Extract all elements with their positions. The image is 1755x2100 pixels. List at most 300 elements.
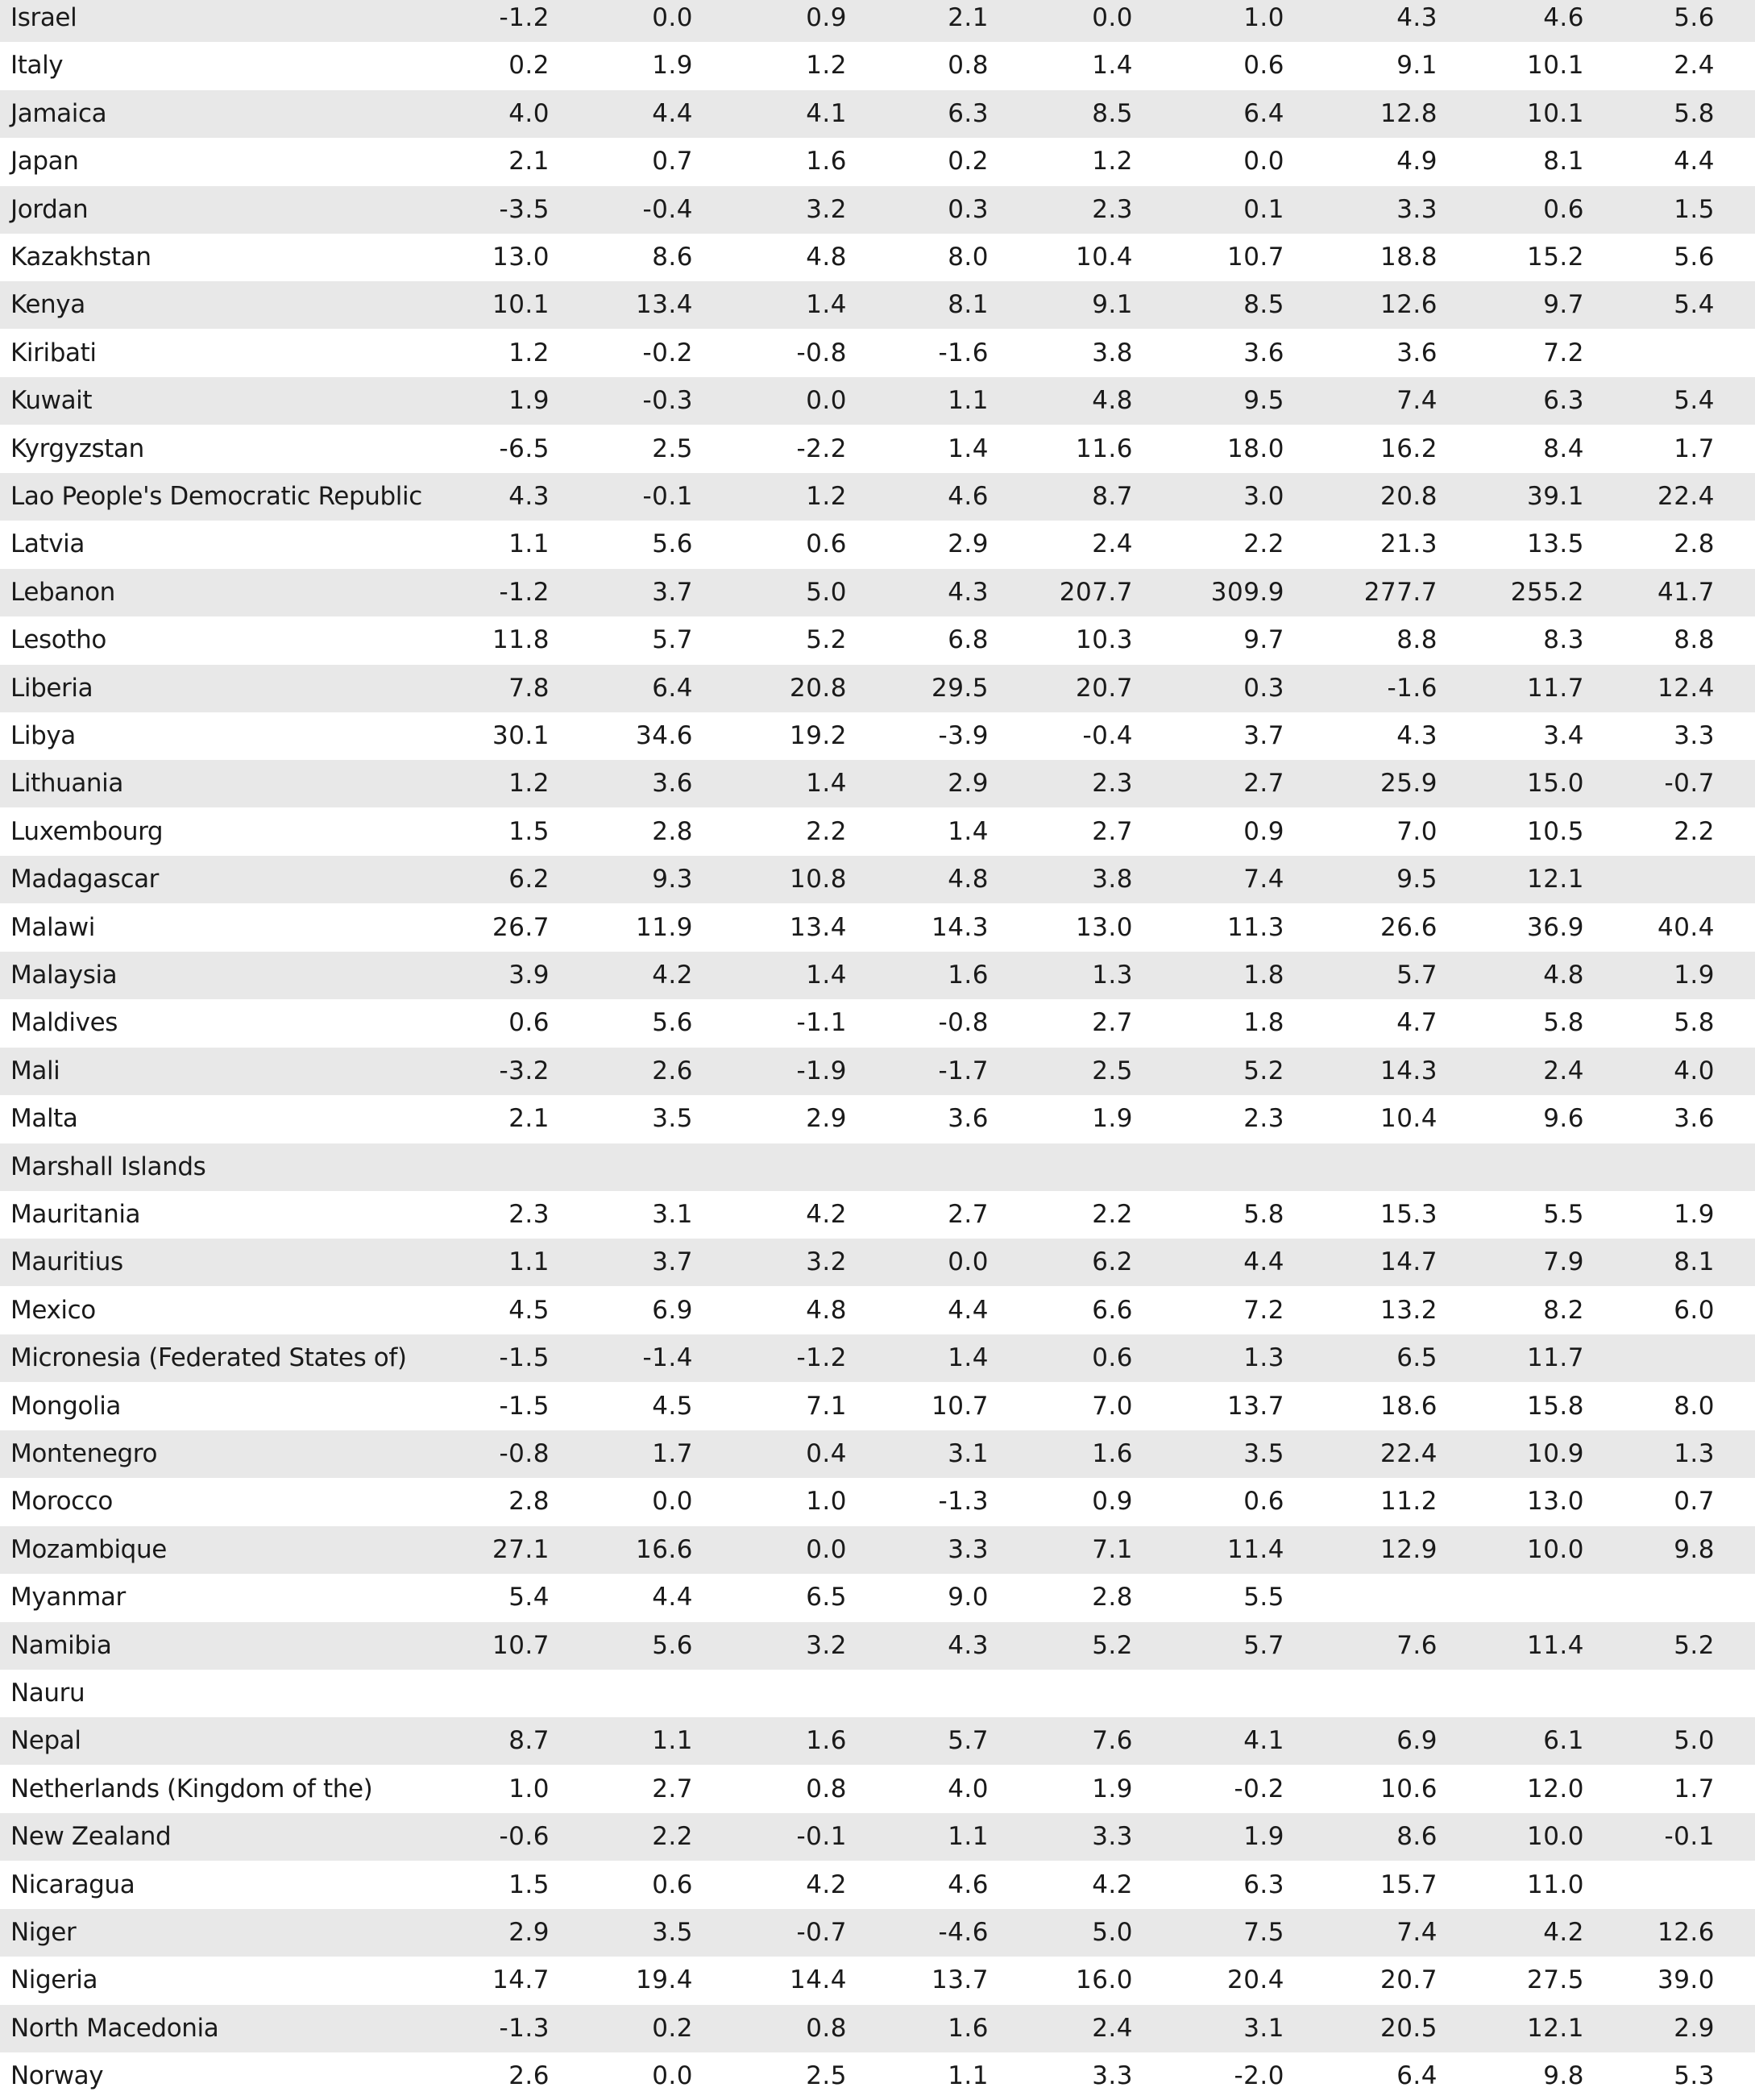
- country-name: Jordan: [10, 194, 89, 224]
- value-cell-col-3: 1.2: [806, 51, 847, 81]
- country-name: Japan: [10, 147, 79, 176]
- value-cell-col-1: 2.1: [508, 1104, 550, 1134]
- value-cell-col-2: 3.7: [652, 1247, 693, 1277]
- value-cell-col-2: 0.0: [652, 2061, 693, 2091]
- value-cell-col-4: 4.6: [948, 1870, 989, 1899]
- country-name: Lesotho: [10, 625, 106, 655]
- value-cell-col-4: 0.8: [948, 51, 989, 81]
- value-cell-col-4: 1.4: [948, 816, 989, 846]
- value-cell-col-9: 40.4: [1657, 912, 1715, 942]
- value-cell-col-9: 2.4: [1674, 51, 1715, 81]
- value-cell-col-9: 5.4: [1674, 290, 1715, 320]
- value-cell-col-2: 0.0: [652, 3, 693, 32]
- table-row: [0, 90, 1755, 138]
- value-cell-col-1: -1.5: [499, 1343, 550, 1373]
- value-cell-col-8: 10.1: [1526, 98, 1584, 128]
- value-cell-col-2: 5.6: [652, 1008, 693, 1038]
- value-cell-col-9: 5.2: [1674, 1630, 1715, 1660]
- value-cell-col-9: 5.8: [1674, 1008, 1715, 1038]
- value-cell-col-8: 4.8: [1543, 961, 1584, 990]
- value-cell-col-8: 10.9: [1526, 1439, 1584, 1468]
- value-cell-col-9: 1.5: [1674, 194, 1715, 224]
- value-cell-col-3: 1.2: [806, 482, 847, 511]
- value-cell-col-5: 6.6: [1092, 1295, 1133, 1325]
- value-cell-col-5: 2.7: [1092, 1008, 1133, 1038]
- value-cell-col-7: 6.5: [1396, 1343, 1438, 1373]
- value-cell-col-7: 8.6: [1396, 1822, 1438, 1852]
- value-cell-col-4: 4.8: [948, 865, 989, 894]
- value-cell-col-6: 9.5: [1243, 386, 1284, 416]
- value-cell-col-2: 4.4: [652, 1583, 693, 1612]
- value-cell-col-3: 1.6: [806, 147, 847, 176]
- value-cell-col-3: 5.2: [806, 625, 847, 655]
- value-cell-col-4: 1.1: [948, 386, 989, 416]
- value-cell-col-9: 5.6: [1674, 3, 1715, 32]
- value-cell-col-1: 10.7: [492, 1630, 550, 1660]
- value-cell-col-3: 14.4: [789, 1965, 847, 1995]
- value-cell-col-9: -0.1: [1664, 1822, 1715, 1852]
- value-cell-col-6: 0.9: [1243, 816, 1284, 846]
- value-cell-col-5: 1.9: [1092, 1104, 1133, 1134]
- value-cell-col-6: 1.0: [1243, 3, 1284, 32]
- value-cell-col-3: 20.8: [789, 673, 847, 703]
- value-cell-col-7: 20.7: [1380, 1965, 1438, 1995]
- table-row: [0, 281, 1755, 329]
- value-cell-col-2: 2.6: [652, 1056, 693, 1085]
- value-cell-col-3: 0.6: [806, 529, 847, 559]
- value-cell-col-3: 3.2: [806, 1247, 847, 1277]
- country-name: Mauritius: [10, 1247, 123, 1277]
- country-name: Malta: [10, 1104, 78, 1134]
- table-row: [0, 1143, 1755, 1191]
- table-row: [0, 1334, 1755, 1382]
- value-cell-col-4: 2.7: [948, 1200, 989, 1229]
- value-cell-col-1: 1.9: [508, 386, 550, 416]
- value-cell-col-5: 4.2: [1092, 1870, 1133, 1899]
- value-cell-col-5: 20.7: [1075, 673, 1133, 703]
- value-cell-col-8: 12.1: [1526, 2013, 1584, 2043]
- value-cell-col-8: 15.0: [1526, 769, 1584, 799]
- value-cell-col-6: 7.4: [1243, 865, 1284, 894]
- table-row: [0, 712, 1755, 760]
- value-cell-col-2: 11.9: [635, 912, 693, 942]
- value-cell-col-4: 10.7: [931, 1391, 989, 1421]
- table-row: [0, 425, 1755, 473]
- value-cell-col-2: 16.6: [635, 1534, 693, 1564]
- value-cell-col-4: 2.9: [948, 529, 989, 559]
- value-cell-col-2: 5.6: [652, 529, 693, 559]
- value-cell-col-4: 6.8: [948, 625, 989, 655]
- value-cell-col-2: -1.4: [642, 1343, 693, 1373]
- value-cell-col-9: 1.7: [1674, 1774, 1715, 1803]
- value-cell-col-2: 5.7: [652, 625, 693, 655]
- value-cell-col-6: 6.3: [1243, 1870, 1284, 1899]
- value-cell-col-3: 7.1: [806, 1391, 847, 1421]
- value-cell-col-3: 6.5: [806, 1583, 847, 1612]
- table-row: [0, 1813, 1755, 1861]
- value-cell-col-8: 11.0: [1526, 1870, 1584, 1899]
- table-row: [0, 1239, 1755, 1286]
- value-cell-col-7: -1.6: [1387, 673, 1438, 703]
- value-cell-col-5: 3.8: [1092, 865, 1133, 894]
- table-row: [0, 1957, 1755, 2004]
- country-name: Mexico: [10, 1295, 96, 1325]
- value-cell-col-8: 255.2: [1510, 577, 1584, 607]
- value-cell-col-3: 13.4: [789, 912, 847, 942]
- value-cell-col-9: 41.7: [1657, 577, 1715, 607]
- country-name: Netherlands (Kingdom of the): [10, 1774, 373, 1803]
- value-cell-col-2: -0.2: [642, 338, 693, 367]
- value-cell-col-9: 2.8: [1674, 529, 1715, 559]
- value-cell-col-5: 1.9: [1092, 1774, 1133, 1803]
- value-cell-col-2: 4.4: [652, 98, 693, 128]
- value-cell-col-7: 20.8: [1380, 482, 1438, 511]
- value-cell-col-6: 5.8: [1243, 1200, 1284, 1229]
- value-cell-col-1: 1.0: [508, 1774, 550, 1803]
- value-cell-col-2: 2.2: [652, 1822, 693, 1852]
- value-cell-col-8: 6.3: [1543, 386, 1584, 416]
- country-name: Montenegro: [10, 1439, 158, 1468]
- value-cell-col-6: 11.4: [1226, 1534, 1284, 1564]
- value-cell-col-1: 10.1: [492, 290, 550, 320]
- country-name: Kazakhstan: [10, 243, 151, 272]
- value-cell-col-4: 8.1: [948, 290, 989, 320]
- value-cell-col-6: 7.2: [1243, 1295, 1284, 1325]
- value-cell-col-4: 2.1: [948, 3, 989, 32]
- table-row: [0, 2052, 1755, 2100]
- value-cell-col-6: 4.4: [1243, 1247, 1284, 1277]
- value-cell-col-4: -4.6: [938, 1918, 989, 1947]
- table-row: [0, 521, 1755, 568]
- country-name: Maldives: [10, 1008, 118, 1038]
- value-cell-col-8: 9.8: [1543, 2061, 1584, 2091]
- value-cell-col-1: -6.5: [499, 434, 550, 463]
- value-cell-col-9: 0.7: [1674, 1487, 1715, 1517]
- value-cell-col-6: 1.8: [1243, 1008, 1284, 1038]
- value-cell-col-7: 7.4: [1396, 1918, 1438, 1947]
- value-cell-col-7: 13.2: [1380, 1295, 1438, 1325]
- value-cell-col-1: 26.7: [492, 912, 550, 942]
- table-row: [0, 1526, 1755, 1574]
- value-cell-col-5: 2.3: [1092, 769, 1133, 799]
- value-cell-col-2: 5.6: [652, 1630, 693, 1660]
- value-cell-col-7: 16.2: [1380, 434, 1438, 463]
- table-row: [0, 952, 1755, 999]
- country-name: Micronesia (Federated States of): [10, 1343, 407, 1373]
- value-cell-col-2: 0.0: [652, 1487, 693, 1517]
- table-row: [0, 616, 1755, 664]
- value-cell-col-4: 4.3: [948, 1630, 989, 1660]
- value-cell-col-6: 10.7: [1226, 243, 1284, 272]
- value-cell-col-3: -1.1: [796, 1008, 847, 1038]
- value-cell-col-2: 6.4: [652, 673, 693, 703]
- value-cell-col-7: 3.3: [1396, 194, 1438, 224]
- value-cell-col-7: 22.4: [1380, 1439, 1438, 1468]
- value-cell-col-5: 0.0: [1092, 3, 1133, 32]
- value-cell-col-5: 10.3: [1075, 625, 1133, 655]
- value-cell-col-3: 2.2: [806, 816, 847, 846]
- country-name: Kiribati: [10, 338, 97, 367]
- value-cell-col-1: -0.6: [499, 1822, 550, 1852]
- value-cell-col-6: 8.5: [1243, 290, 1284, 320]
- value-cell-col-5: 8.7: [1092, 482, 1133, 511]
- table-row: [0, 1670, 1755, 1717]
- value-cell-col-5: 207.7: [1059, 577, 1133, 607]
- value-cell-col-3: 4.8: [806, 1295, 847, 1325]
- value-cell-col-1: 27.1: [492, 1534, 550, 1564]
- value-cell-col-7: 21.3: [1380, 529, 1438, 559]
- value-cell-col-6: 3.6: [1243, 338, 1284, 367]
- value-cell-col-5: 8.5: [1092, 98, 1133, 128]
- country-name: Myanmar: [10, 1583, 126, 1612]
- value-cell-col-5: 2.3: [1092, 194, 1133, 224]
- value-cell-col-8: 2.4: [1543, 1056, 1584, 1085]
- value-cell-col-3: 0.8: [806, 1774, 847, 1803]
- value-cell-col-5: 3.3: [1092, 2061, 1133, 2091]
- value-cell-col-1: 2.8: [508, 1487, 550, 1517]
- value-cell-col-8: 8.1: [1543, 147, 1584, 176]
- table-row: [0, 904, 1755, 952]
- value-cell-col-9: 5.8: [1674, 98, 1715, 128]
- value-cell-col-9: 1.7: [1674, 434, 1715, 463]
- country-name: Nepal: [10, 1726, 81, 1756]
- value-cell-col-4: -1.6: [938, 338, 989, 367]
- value-cell-col-3: -0.7: [796, 1918, 847, 1947]
- value-cell-col-7: 9.5: [1396, 865, 1438, 894]
- value-cell-col-1: 2.3: [508, 1200, 550, 1229]
- value-cell-col-9: -0.7: [1664, 769, 1715, 799]
- value-cell-col-6: 0.0: [1243, 147, 1284, 176]
- value-cell-col-8: 10.0: [1526, 1534, 1584, 1564]
- value-cell-col-4: 2.9: [948, 769, 989, 799]
- value-cell-col-1: 1.2: [508, 769, 550, 799]
- value-cell-col-2: 0.6: [652, 1870, 693, 1899]
- value-cell-col-6: 1.8: [1243, 961, 1284, 990]
- value-cell-col-5: 1.3: [1092, 961, 1133, 990]
- value-cell-col-1: 0.6: [508, 1008, 550, 1038]
- value-cell-col-7: 25.9: [1380, 769, 1438, 799]
- table-row: [0, 1574, 1755, 1621]
- value-cell-col-8: 5.8: [1543, 1008, 1584, 1038]
- value-cell-col-1: -1.5: [499, 1391, 550, 1421]
- country-name: Niger: [10, 1918, 77, 1947]
- value-cell-col-4: 4.3: [948, 577, 989, 607]
- value-cell-col-4: 3.6: [948, 1104, 989, 1134]
- value-cell-col-3: 1.4: [806, 769, 847, 799]
- value-cell-col-4: 6.3: [948, 98, 989, 128]
- value-cell-col-7: 12.8: [1380, 98, 1438, 128]
- value-cell-col-3: -0.1: [796, 1822, 847, 1852]
- value-cell-col-6: 3.1: [1243, 2013, 1284, 2043]
- value-cell-col-6: 5.7: [1243, 1630, 1284, 1660]
- value-cell-col-7: 3.6: [1396, 338, 1438, 367]
- table-row: [0, 2005, 1755, 2052]
- value-cell-col-8: 15.2: [1526, 243, 1584, 272]
- value-cell-col-2: 3.1: [652, 1200, 693, 1229]
- value-cell-col-3: -1.2: [796, 1343, 847, 1373]
- value-cell-col-4: -1.7: [938, 1056, 989, 1085]
- country-name: Mongolia: [10, 1391, 122, 1421]
- value-cell-col-8: 5.5: [1543, 1200, 1584, 1229]
- value-cell-col-5: 2.5: [1092, 1056, 1133, 1085]
- value-cell-col-9: 8.0: [1674, 1391, 1715, 1421]
- table-row: [0, 665, 1755, 712]
- country-name: Namibia: [10, 1630, 112, 1660]
- value-cell-col-5: 1.4: [1092, 51, 1133, 81]
- value-cell-col-3: 3.2: [806, 1630, 847, 1660]
- value-cell-col-8: 11.7: [1526, 673, 1584, 703]
- value-cell-col-2: 8.6: [652, 243, 693, 272]
- value-cell-col-1: -3.2: [499, 1056, 550, 1085]
- value-cell-col-7: 8.8: [1396, 625, 1438, 655]
- value-cell-col-4: 3.1: [948, 1439, 989, 1468]
- value-cell-col-6: 3.5: [1243, 1439, 1284, 1468]
- value-cell-col-1: 13.0: [492, 243, 550, 272]
- value-cell-col-6: 2.3: [1243, 1104, 1284, 1134]
- value-cell-col-3: -1.9: [796, 1056, 847, 1085]
- value-cell-col-4: 8.0: [948, 243, 989, 272]
- value-cell-col-4: 5.7: [948, 1726, 989, 1756]
- value-cell-col-1: 3.9: [508, 961, 550, 990]
- table-row: [0, 1861, 1755, 1909]
- country-name: Nicaragua: [10, 1870, 135, 1899]
- country-name: Lithuania: [10, 769, 123, 799]
- value-cell-col-3: 0.0: [806, 1534, 847, 1564]
- value-cell-col-5: 3.8: [1092, 338, 1133, 367]
- value-cell-col-6: -2.0: [1234, 2061, 1284, 2091]
- value-cell-col-9: 9.8: [1674, 1534, 1715, 1564]
- value-cell-col-7: 9.1: [1396, 51, 1438, 81]
- table-row: [0, 186, 1755, 234]
- value-cell-col-1: -1.2: [499, 3, 550, 32]
- value-cell-col-1: 4.0: [508, 98, 550, 128]
- value-cell-col-3: 4.2: [806, 1200, 847, 1229]
- value-cell-col-9: 12.6: [1657, 1918, 1715, 1947]
- value-cell-col-8: 6.1: [1543, 1726, 1584, 1756]
- value-cell-col-6: 0.6: [1243, 51, 1284, 81]
- value-cell-col-4: -0.8: [938, 1008, 989, 1038]
- value-cell-col-7: 5.7: [1396, 961, 1438, 990]
- value-cell-col-2: 1.7: [652, 1439, 693, 1468]
- country-name: Malaysia: [10, 961, 118, 990]
- value-cell-col-3: 0.9: [806, 3, 847, 32]
- value-cell-col-7: 18.6: [1380, 1391, 1438, 1421]
- value-cell-col-7: 11.2: [1380, 1487, 1438, 1517]
- value-cell-col-6: 0.1: [1243, 194, 1284, 224]
- country-name: Nauru: [10, 1679, 85, 1708]
- table-row: [0, 1766, 1755, 1813]
- value-cell-col-9: 1.9: [1674, 961, 1715, 990]
- value-cell-col-5: 7.1: [1092, 1534, 1133, 1564]
- value-cell-col-4: 13.7: [931, 1965, 989, 1995]
- value-cell-col-7: 14.3: [1380, 1056, 1438, 1085]
- value-cell-col-4: 4.6: [948, 482, 989, 511]
- value-cell-col-2: 4.2: [652, 961, 693, 990]
- value-cell-col-2: 1.1: [652, 1726, 693, 1756]
- value-cell-col-7: 12.9: [1380, 1534, 1438, 1564]
- value-cell-col-4: -1.3: [938, 1487, 989, 1517]
- value-cell-col-5: 0.9: [1092, 1487, 1133, 1517]
- value-cell-col-3: 0.4: [806, 1439, 847, 1468]
- value-cell-col-3: 3.2: [806, 194, 847, 224]
- value-cell-col-6: -0.2: [1234, 1774, 1284, 1803]
- table-row: [0, 856, 1755, 903]
- country-name: Mali: [10, 1056, 60, 1085]
- value-cell-col-3: 2.9: [806, 1104, 847, 1134]
- value-cell-col-2: 1.9: [652, 51, 693, 81]
- value-cell-col-6: 5.5: [1243, 1583, 1284, 1612]
- value-cell-col-8: 15.8: [1526, 1391, 1584, 1421]
- value-cell-col-5: -0.4: [1082, 721, 1133, 750]
- value-cell-col-4: 0.3: [948, 194, 989, 224]
- table-row: [0, 1383, 1755, 1430]
- value-cell-col-1: 5.4: [508, 1583, 550, 1612]
- value-cell-col-9: 8.8: [1674, 625, 1715, 655]
- value-cell-col-7: 7.6: [1396, 1630, 1438, 1660]
- table-row: [0, 1430, 1755, 1478]
- country-name: Luxembourg: [10, 816, 164, 846]
- value-cell-col-5: 2.8: [1092, 1583, 1133, 1612]
- value-cell-col-1: -0.8: [499, 1439, 550, 1468]
- value-cell-col-9: 22.4: [1657, 482, 1715, 511]
- value-cell-col-8: 27.5: [1526, 1965, 1584, 1995]
- value-cell-col-8: 0.6: [1543, 194, 1584, 224]
- table-row: [0, 42, 1755, 89]
- value-cell-col-3: 1.0: [806, 1487, 847, 1517]
- country-name: Nigeria: [10, 1965, 98, 1995]
- value-cell-col-1: 30.1: [492, 721, 550, 750]
- value-cell-col-5: 0.6: [1092, 1343, 1133, 1373]
- value-cell-col-3: 4.2: [806, 1870, 847, 1899]
- value-cell-col-3: 4.8: [806, 243, 847, 272]
- value-cell-col-5: 11.6: [1075, 434, 1133, 463]
- table-row: [0, 1717, 1755, 1765]
- value-cell-col-3: 2.5: [806, 2061, 847, 2091]
- country-name: New Zealand: [10, 1822, 172, 1852]
- value-cell-col-8: 4.6: [1543, 3, 1584, 32]
- value-cell-col-2: 2.8: [652, 816, 693, 846]
- value-cell-col-3: 10.8: [789, 865, 847, 894]
- table-row: [0, 330, 1755, 377]
- value-cell-col-1: 1.2: [508, 338, 550, 367]
- value-cell-col-4: 4.4: [948, 1295, 989, 1325]
- value-cell-col-4: 1.6: [948, 2013, 989, 2043]
- value-cell-col-2: -0.3: [642, 386, 693, 416]
- country-name: Lebanon: [10, 577, 115, 607]
- value-cell-col-7: 15.7: [1380, 1870, 1438, 1899]
- value-cell-col-8: 10.1: [1526, 51, 1584, 81]
- value-cell-col-1: 1.1: [508, 1247, 550, 1277]
- value-cell-col-2: 3.6: [652, 769, 693, 799]
- country-name: Jamaica: [10, 98, 107, 128]
- value-cell-col-1: 8.7: [508, 1726, 550, 1756]
- value-cell-col-1: 2.9: [508, 1918, 550, 1947]
- country-name: Marshall Islands: [10, 1152, 206, 1181]
- value-cell-col-4: 0.2: [948, 147, 989, 176]
- value-cell-col-3: 5.0: [806, 577, 847, 607]
- table-row: [0, 808, 1755, 856]
- value-cell-col-4: 14.3: [931, 912, 989, 942]
- value-cell-col-1: -1.3: [499, 2013, 550, 2043]
- value-cell-col-7: 14.7: [1380, 1247, 1438, 1277]
- value-cell-col-4: 1.6: [948, 961, 989, 990]
- value-cell-col-3: 4.1: [806, 98, 847, 128]
- value-cell-col-8: 4.2: [1543, 1918, 1584, 1947]
- value-cell-col-1: 0.2: [508, 51, 550, 81]
- table-row: [0, 1048, 1755, 1095]
- value-cell-col-9: 8.1: [1674, 1247, 1715, 1277]
- value-cell-col-1: 1.5: [508, 1870, 550, 1899]
